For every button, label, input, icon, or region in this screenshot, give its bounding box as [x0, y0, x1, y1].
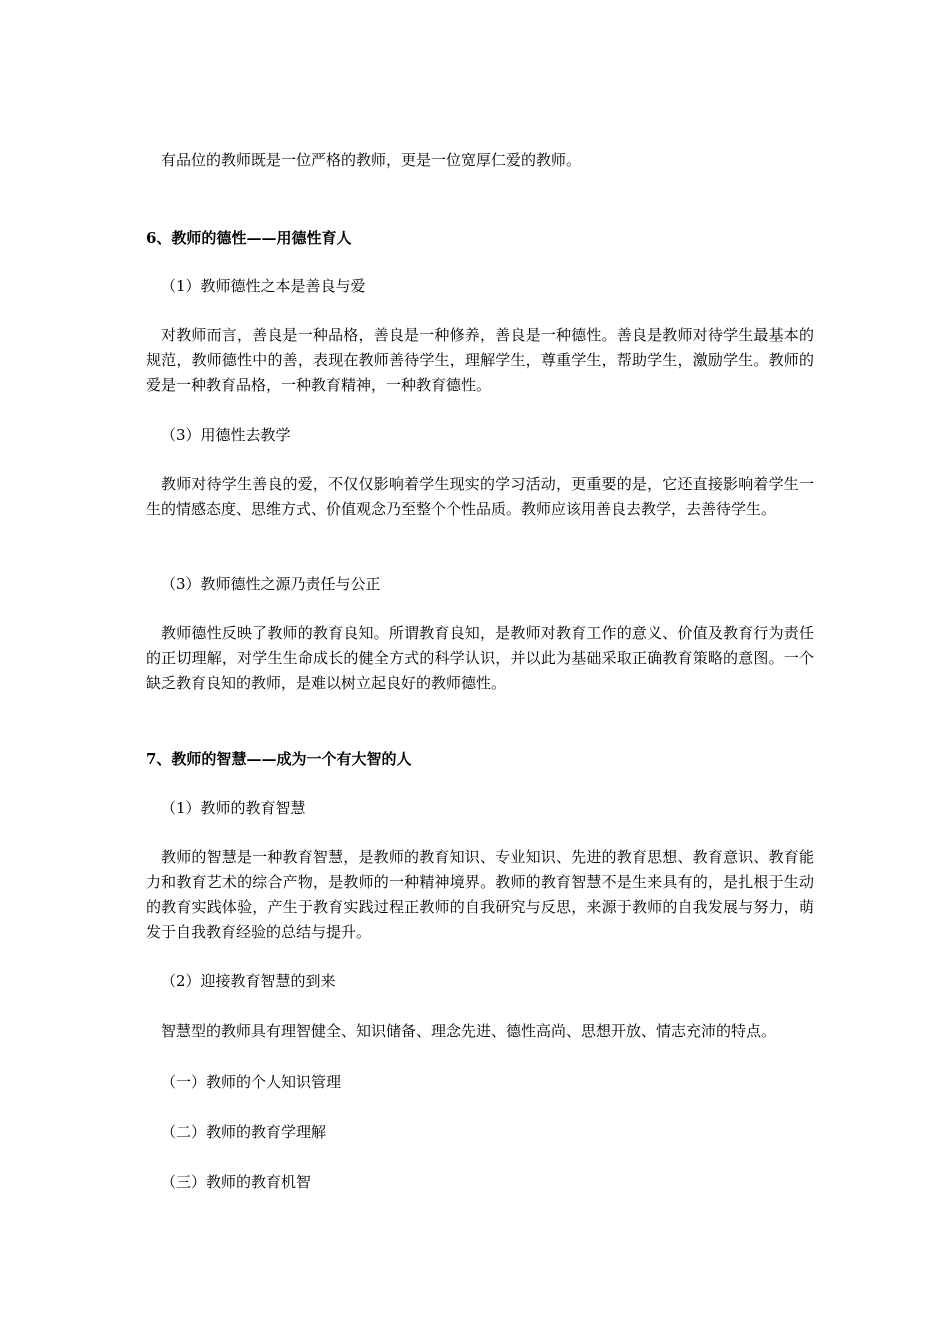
section-7-heading: 7、教师的智慧——成为一个有大智的人 — [146, 750, 412, 768]
section-6-paragraph-3: 教师德性反映了教师的教育良知。所谓教育良知，是教师对教育工作的意义、价值及教育行为责任的正切理解，对学生生命成长的健全方式的科学认识，并以此为基础采取正确教育策略的意图。一个缺乏教育良知的教师，是难以树立起良好的教师德性。 — [146, 624, 814, 692]
section-7-paragraph-1: 教师的智慧是一种教育智慧，是教师的教育知识、专业知识、先进的教育思想、教育意识、教育能力和教育艺术的综合产物，是教师的一种精神境界。教师的教育智慧不是生来具有的，是扎根于生动的教育实践体验，产生于教育实践过程正教师的自我研究与反思，来源于教师的自我发展与努力，萌发于自我教育经验的总结与提升。 — [146, 848, 814, 941]
section-7-item-3: （三）教师的教育机智 — [161, 1173, 312, 1191]
section-6-paragraph-1: 对教师而言，善良是一种品格，善良是一种修养，善良是一种德性。善良是教师对待学生最基本的规范，教师德性中的善，表现在教师善待学生，理解学生，尊重学生，帮助学生，激励学生。教师的爱是一种教育品格，一种教育精神，一种教育德性。 — [146, 326, 814, 394]
section-6-paragraph-2: 教师对待学生善良的爱，不仅仅影响着学生现实的学习活动，更重要的是，它还直接影响着学生一生的情感态度、思维方式、价值观念乃至整个个性品质。教师应该用善良去教学，去善待学生。 — [146, 475, 814, 518]
section-7-subheading-1: （1）教师的教育智慧 — [161, 799, 306, 817]
section-7-item-2: （二）教师的教育学理解 — [161, 1123, 327, 1141]
section-6-heading: 6、教师的德性——用德性育人 — [146, 229, 352, 247]
section-6-subheading-1: （1）教师德性之本是善良与爱 — [161, 277, 366, 295]
intro-paragraph: 有品位的教师既是一位严格的教师，更是一位宽厚仁爱的教师。 — [161, 151, 582, 169]
section-6-subheading-3: （3）教师德性之源乃责任与公正 — [161, 575, 381, 593]
section-6-subheading-2: （3）用德性去教学 — [161, 426, 291, 444]
section-7-item-1: （一）教师的个人知识管理 — [161, 1073, 342, 1091]
section-7-subheading-2: （2）迎接教育智慧的到来 — [161, 972, 336, 990]
section-7-paragraph-2: 智慧型的教师具有理智健全、知识储备、理念先进、德性高尚、思想开放、情志充沛的特点。 — [161, 1022, 777, 1040]
